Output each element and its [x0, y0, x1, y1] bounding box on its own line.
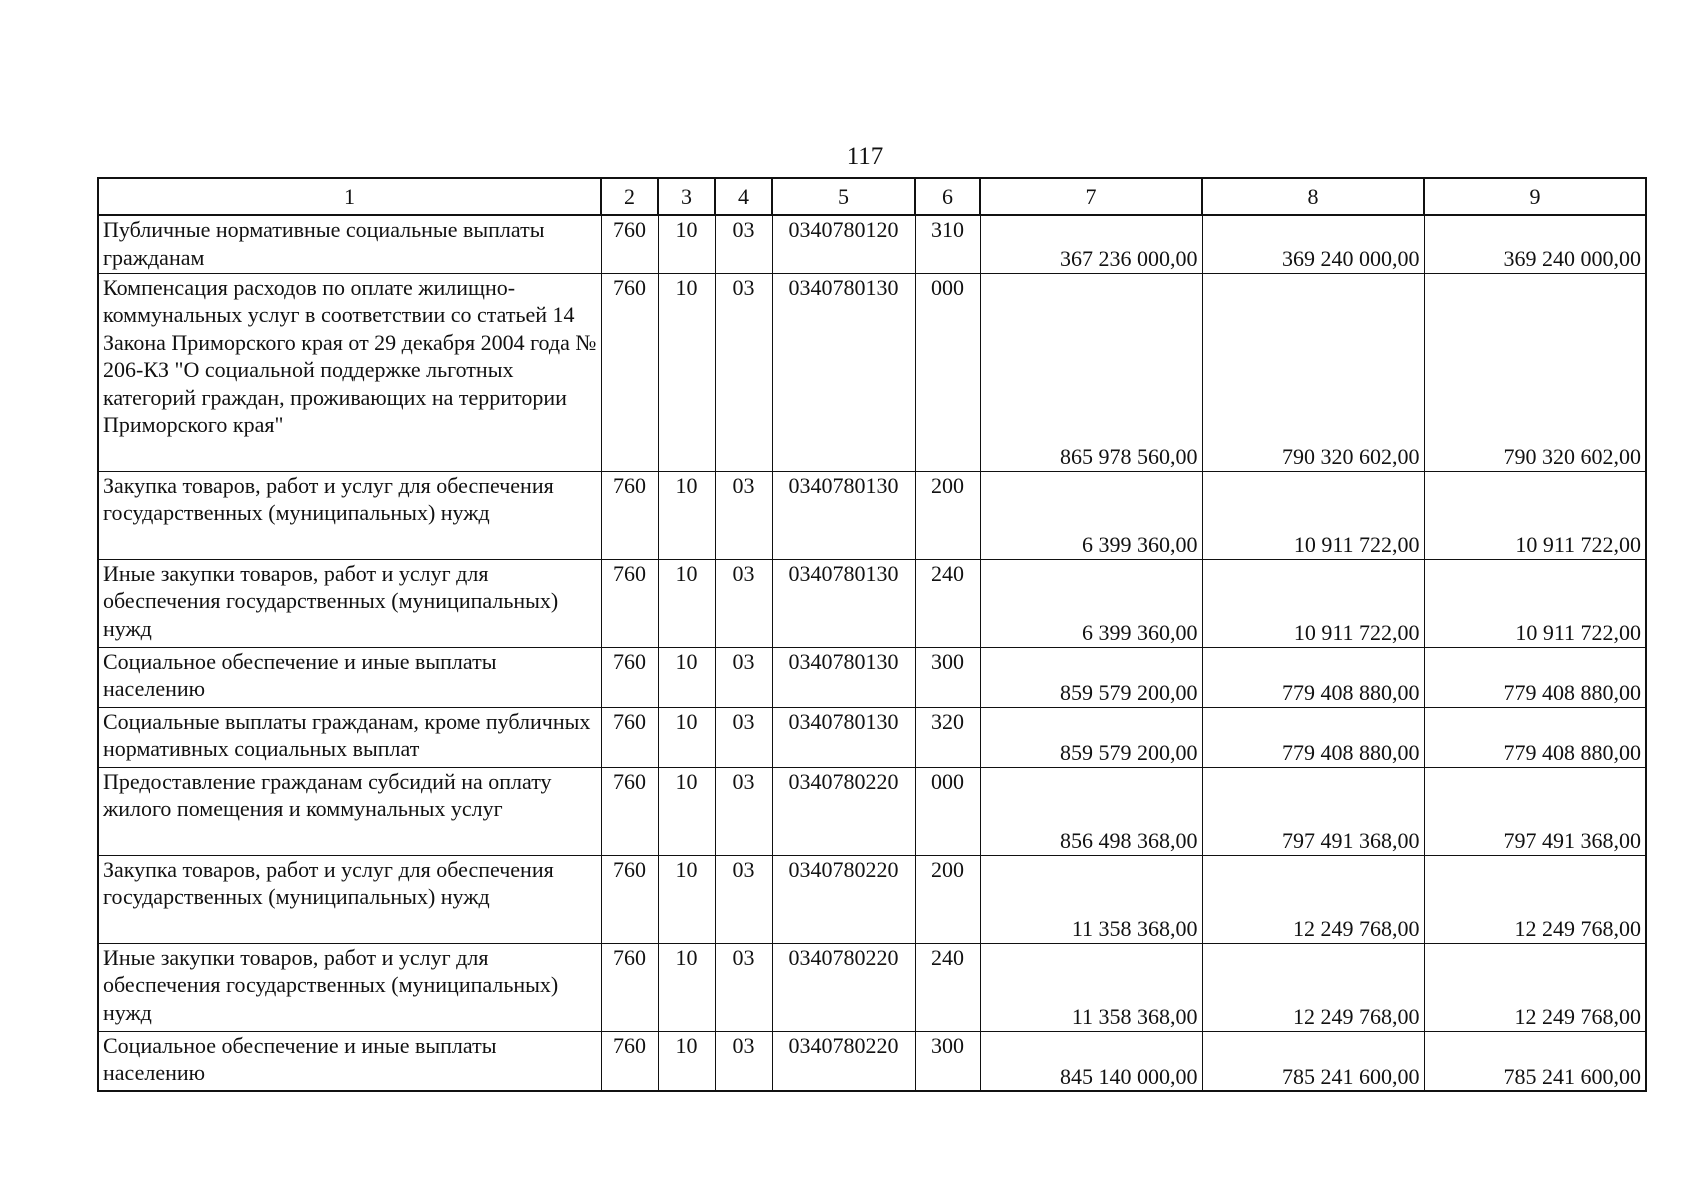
row-code-4: 03: [715, 855, 772, 943]
row-code-2: 760: [601, 559, 658, 647]
row-code-4: 03: [715, 471, 772, 559]
row-code-6: 200: [915, 855, 980, 943]
row-code-2: 760: [601, 855, 658, 943]
row-description: Социальное обеспечение и иные выплаты населению: [98, 647, 601, 707]
row-code-5: 0340780120: [772, 215, 915, 273]
row-amount-7: 845 140 000,00: [980, 1031, 1202, 1091]
row-code-5: 0340780130: [772, 273, 915, 471]
column-header-4: 4: [715, 178, 772, 215]
row-code-2: 760: [601, 707, 658, 767]
row-code-3: 10: [658, 707, 715, 767]
row-code-2: 760: [601, 215, 658, 273]
row-amount-9: 369 240 000,00: [1424, 215, 1646, 273]
row-code-4: 03: [715, 273, 772, 471]
column-header-6: 6: [915, 178, 980, 215]
row-amount-9: 779 408 880,00: [1424, 707, 1646, 767]
header-row: [98, 178, 1646, 215]
row-code-5: 0340780220: [772, 767, 915, 855]
row-amount-8: 779 408 880,00: [1202, 707, 1424, 767]
row-amount-8: 12 249 768,00: [1202, 943, 1424, 1031]
row-code-2: 760: [601, 943, 658, 1031]
row-code-6: 300: [915, 1031, 980, 1091]
row-description: Закупка товаров, работ и услуг для обеспечения государственных (муниципальных) нужд: [98, 471, 601, 559]
row-code-3: 10: [658, 647, 715, 707]
row-description: Социальные выплаты гражданам, кроме публичных нормативных социальных выплат: [98, 707, 601, 767]
table-row: [98, 855, 1646, 943]
column-header-3: 3: [658, 178, 715, 215]
row-code-3: 10: [658, 273, 715, 471]
column-header-8: 8: [1202, 178, 1424, 215]
row-amount-7: 6 399 360,00: [980, 471, 1202, 559]
row-amount-7: 859 579 200,00: [980, 707, 1202, 767]
row-amount-8: 10 911 722,00: [1202, 559, 1424, 647]
row-amount-9: 797 491 368,00: [1424, 767, 1646, 855]
row-code-5: 0340780220: [772, 855, 915, 943]
row-code-3: 10: [658, 559, 715, 647]
row-code-5: 0340780220: [772, 943, 915, 1031]
row-amount-8: 779 408 880,00: [1202, 647, 1424, 707]
row-amount-7: 6 399 360,00: [980, 559, 1202, 647]
table-row: [98, 767, 1646, 855]
row-code-6: 240: [915, 559, 980, 647]
budget-table: [97, 177, 1647, 1092]
row-description: Публичные нормативные социальные выплаты гражданам: [98, 215, 601, 273]
row-code-2: 760: [601, 767, 658, 855]
page-number: 117: [846, 143, 884, 170]
row-amount-8: 785 241 600,00: [1202, 1031, 1424, 1091]
table-row: [98, 647, 1646, 707]
row-amount-7: 367 236 000,00: [980, 215, 1202, 273]
row-description: Компенсация расходов по оплате жилищно-коммунальных услуг в соответствии со статьей 14 Закона Приморского края от 29 декабря 2004 года № 206-КЗ "О социальной поддержке льготных категорий граждан, проживающих на территории Приморского края": [98, 273, 601, 471]
row-amount-9: 10 911 722,00: [1424, 559, 1646, 647]
row-code-4: 03: [715, 215, 772, 273]
row-code-4: 03: [715, 559, 772, 647]
row-code-6: 310: [915, 215, 980, 273]
row-code-2: 760: [601, 471, 658, 559]
column-header-2: 2: [601, 178, 658, 215]
table-row: [98, 1031, 1646, 1091]
column-header-9: 9: [1424, 178, 1646, 215]
row-amount-9: 12 249 768,00: [1424, 855, 1646, 943]
row-code-4: 03: [715, 943, 772, 1031]
row-code-2: 760: [601, 647, 658, 707]
table-row: [98, 471, 1646, 559]
table-row: [98, 559, 1646, 647]
row-code-6: 240: [915, 943, 980, 1031]
row-amount-7: 865 978 560,00: [980, 273, 1202, 471]
row-code-5: 0340780130: [772, 707, 915, 767]
row-amount-7: 11 358 368,00: [980, 943, 1202, 1031]
row-amount-8: 369 240 000,00: [1202, 215, 1424, 273]
row-code-4: 03: [715, 767, 772, 855]
row-code-5: 0340780220: [772, 1031, 915, 1091]
row-code-6: 300: [915, 647, 980, 707]
row-code-6: 200: [915, 471, 980, 559]
row-amount-9: 790 320 602,00: [1424, 273, 1646, 471]
row-code-2: 760: [601, 273, 658, 471]
row-code-5: 0340780130: [772, 471, 915, 559]
row-code-5: 0340780130: [772, 559, 915, 647]
row-code-4: 03: [715, 1031, 772, 1091]
row-code-3: 10: [658, 471, 715, 559]
column-header-7: 7: [980, 178, 1202, 215]
row-code-4: 03: [715, 707, 772, 767]
column-header-1: 1: [98, 178, 601, 215]
row-amount-8: 797 491 368,00: [1202, 767, 1424, 855]
column-header-5: 5: [772, 178, 915, 215]
table-row: [98, 215, 1646, 273]
row-code-3: 10: [658, 767, 715, 855]
row-code-6: 320: [915, 707, 980, 767]
row-code-2: 760: [601, 1031, 658, 1091]
table-row: [98, 943, 1646, 1031]
row-amount-9: 779 408 880,00: [1424, 647, 1646, 707]
row-code-6: 000: [915, 767, 980, 855]
row-amount-8: 12 249 768,00: [1202, 855, 1424, 943]
row-description: Иные закупки товаров, работ и услуг для обеспечения государственных (муниципальных) нужд: [98, 559, 601, 647]
table-row: [98, 273, 1646, 471]
row-amount-7: 856 498 368,00: [980, 767, 1202, 855]
row-description: Предоставление гражданам субсидий на оплату жилого помещения и коммунальных услуг: [98, 767, 601, 855]
row-amount-9: 10 911 722,00: [1424, 471, 1646, 559]
row-code-6: 000: [915, 273, 980, 471]
row-amount-9: 785 241 600,00: [1424, 1031, 1646, 1091]
row-amount-7: 859 579 200,00: [980, 647, 1202, 707]
row-amount-8: 10 911 722,00: [1202, 471, 1424, 559]
row-code-3: 10: [658, 855, 715, 943]
row-code-3: 10: [658, 215, 715, 273]
row-description: Закупка товаров, работ и услуг для обеспечения государственных (муниципальных) нужд: [98, 855, 601, 943]
table-row: [98, 707, 1646, 767]
row-amount-8: 790 320 602,00: [1202, 273, 1424, 471]
row-amount-7: 11 358 368,00: [980, 855, 1202, 943]
row-amount-9: 12 249 768,00: [1424, 943, 1646, 1031]
row-code-5: 0340780130: [772, 647, 915, 707]
row-code-3: 10: [658, 943, 715, 1031]
row-code-3: 10: [658, 1031, 715, 1091]
row-description: Иные закупки товаров, работ и услуг для обеспечения государственных (муниципальных) нужд: [98, 943, 601, 1031]
row-description: Социальное обеспечение и иные выплаты населению: [98, 1031, 601, 1091]
row-code-4: 03: [715, 647, 772, 707]
